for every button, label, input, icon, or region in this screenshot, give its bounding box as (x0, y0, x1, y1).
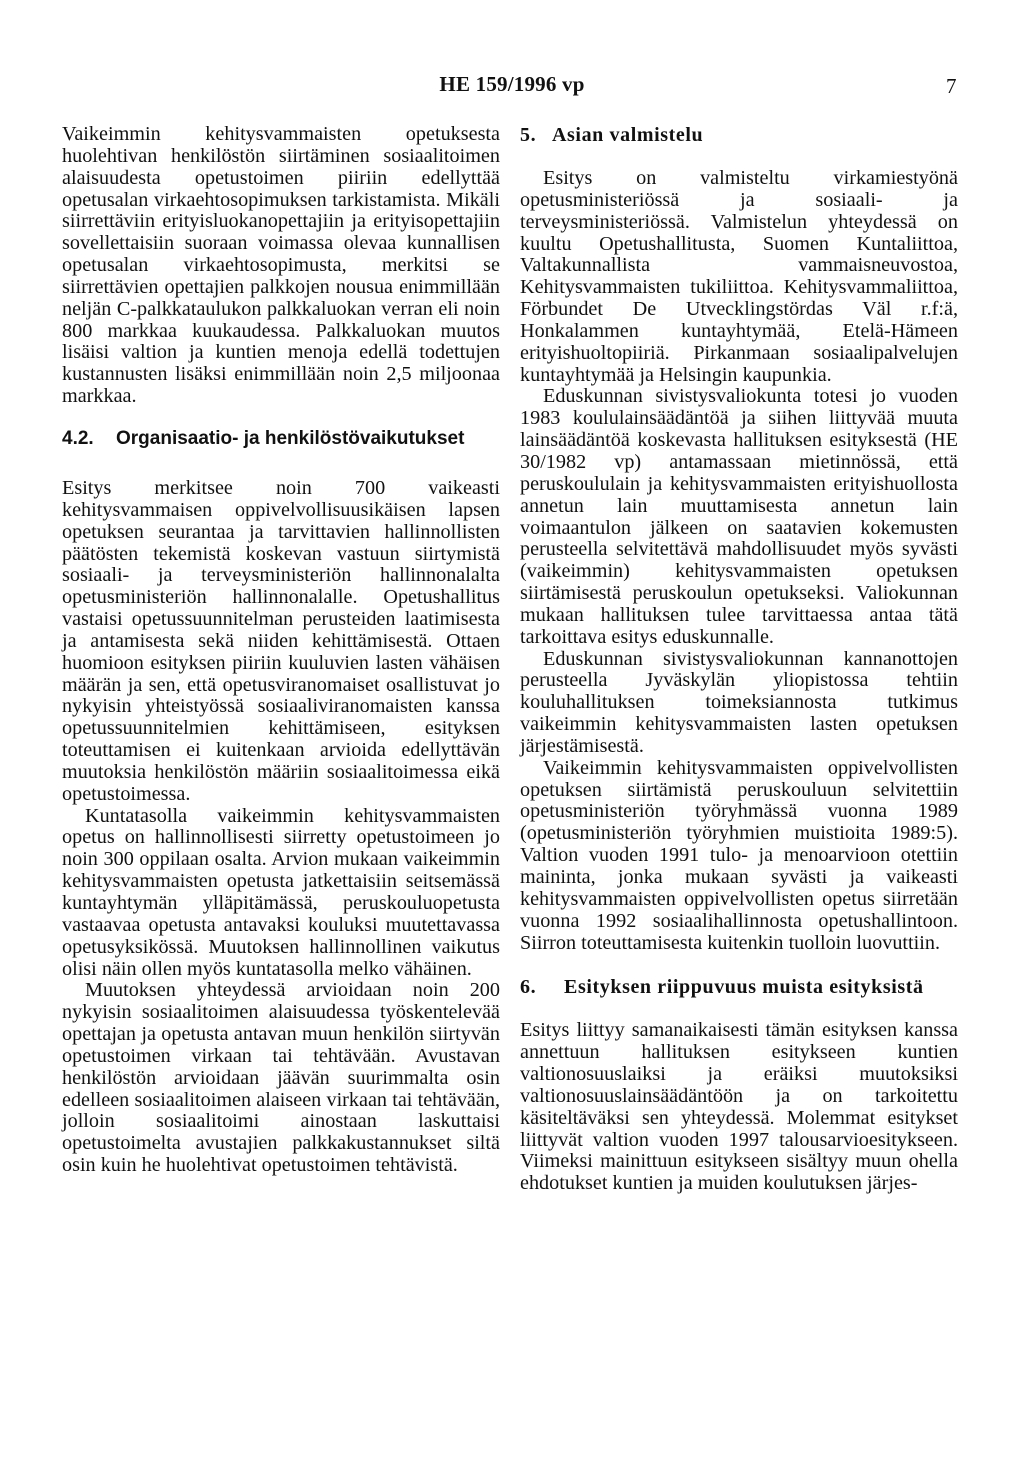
section-number: 5. (520, 124, 537, 146)
left-paragraph-1: Vaikeimmin kehitysvammaisten opetuksesta huolehtivan henkilöstön siirtäminen sosiaalitoimen alaisuudesta opetustoimen piiriin edellyttää opetusalan virkaehtosopimuksen tarkistamista. Mikäli siirrettäviin erityisluokanopettajiin ja erityisopettajiin sovellettaisiin suoraan voimassa olevaa kunnallisen opetusalan virkaehtosopimusta, merkitsi se siirrettävien opettajien palkkojen nousua enimmillään neljän C-palkkataulukon palkkaluokan verran eli noin 800 markkaa kuukaudessa. Palkkaluokan muutos lisäisi valtion ja kuntien menoja edellä todettujen kustannusten lisäksi enimmillään noin 2,5 miljoonaa markkaa. (62, 123, 500, 408)
right-paragraph-3: Eduskunnan sivistysvaliokunnan kannanottojen perusteella Jyväskylän yliopistossa tehtiin kouluhallituksen toimeksiannosta tutkimus vaikeimmin kehitysvammaisten lasten opetuksen järjestämisestä. (520, 647, 958, 757)
left-column (62, 124, 500, 1177)
right-paragraph-5: Esitys liittyy samanaikaisesti tämän esityksen kanssa annettuun hallituksen esitykseen kuntien valtionosuuslaiksi ja eräiksi muutoksiksi valtionosuuslainsäädäntöön ja on tarkoitettu käsiteltäväksi sen yhteydessä. Molemmat esitykset liittyvät valtion vuoden 1997 talousarvioesitykseen. Viimeksi mainittuun esitykseen sisältyy muun ohella ehdotukset kuntien ja muiden koulutuksen järjes- (520, 1019, 958, 1195)
right-paragraph-2: Eduskunnan sivistysvaliokunta totesi jo vuoden 1983 koululainsäädäntöä ja siihen liittyvää muuta lainsäädäntöä koskevasta hallituksen esityksestä (HE 30/1982 vp) antamassaan mietinnössä, että peruskoululain ja kehitysvammaisten erityishuollosta annetun lain muuttamisesta annetun lain voimaantulon jälkeen on saatavien kokemusten perusteella selvitettävä mahdollisuudet myös syvästi (vaikeimmin) kehitysvammaisten opetuksen siirtämisestä peruskoulun opetukseksi. Valiokunnan mukaan hallituksen tulee tarvittaessa antaa tätä tarkoittava esitys eduskunnalle. (520, 385, 958, 648)
right-paragraph-4: Vaikeimmin kehitysvammaisten oppivelvollisten opetuksen siirtämistä peruskouluun selvitettiin opetusministeriön työryhmässä vuonna 1989 (opetusministeriön työryhmien muistioita 1989:5). Valtion vuoden 1991 tulo- ja menoarvioon otettiin maininta, jonka mukaan syvästi ja vaikeasti kehitysvammaisten oppivelvollisten opetus siirretään vuonna 1992 sosiaalihallinnosta opetushallintoon. Siirron toteuttamisesta kuitenkin tuolloin luovuttiin. (520, 756, 958, 954)
left-paragraph-3: Kuntatasolla vaikeimmin kehitysvammaisten opetus on hallinnollisesti siirretty opetustoimeen jo noin 300 oppilaan osalta. Arvion mukaan vaikeimmin kehitysvammaisten opetusta jatkettaisiin seitsemässä kuntayhtymän ylläpitämässä, peruskouluopetusta vastaavaa opetusta antavaksi kouluksi muutettavassa opetusyksikössä. Muutoksen hallinnollinen vaikutus olisi näin ollen myös kuntatasolla melko vähäinen. (62, 804, 500, 980)
section-heading-6 (520, 976, 958, 998)
right-column (520, 124, 958, 1195)
section-title: Organisaatio- ja henkilöstövaikutukset (116, 427, 465, 449)
section-title: Asian valmistelu (552, 124, 704, 146)
section-title: Esityksen riippuvuus muista esityksistä (564, 976, 924, 999)
section-heading-5 (520, 124, 958, 146)
right-paragraph-1: Esitys on valmisteltu virkamiestyönä opetusministeriössä ja sosiaali- ja terveysministeriössä. Valmistelun yhteydessä on kuultu Opetushallitusta, Suomen Kuntaliittoa, Valtakunnallista vammaisneuvostoa, Kehitysvammaisten tukiliittoa. Kehitysvammaliittoa, Förbundet De Utvecklingstördas Väl r.f:ä, Honkalammen kuntayhtymää, Etelä-Hämeen erityishuoltopiiriä. Pirkanmaan sosiaalipalvelujen kuntayhtymää ja Helsingin kaupunkia. (520, 167, 958, 386)
section-number: 6. (520, 976, 537, 999)
section-heading-4-2 (62, 428, 500, 450)
left-paragraph-2: Esitys merkitsee noin 700 vaikeasti kehitysvammaisen oppivelvollisuusikäisen lapsen opetuksen seurantaa ja tarvittavien hallinnollisten päätösten tekemistä koskevan vastuun siirtymistä sosiaali- ja terveysministeriön hallinnonalalta opetusministeriön hallinnonalalle. Opetushallitus vastaisi opetussuunnitelman perusteiden laatimisesta ja antamisesta sekä niiden kehittämisestä. Ottaen huomioon esityksen piiriin kuuluvien lasten vähäisen määrän ja sen, että opetusviranomaiset osallistuvat jo nykyisin yhteistyössä sosiaaliviranomaisten kanssa opetussuunnitelmien kehittämiseen, esityksen toteuttamisen ei kuitenkaan arvioida edellyttävän muutoksia henkilöstön määriin sosiaalitoimessa eikä opetustoimessa. (62, 476, 500, 805)
left-paragraph-4: Muutoksen yhteydessä arvioidaan noin 200 nykyisin sosiaalitoimen alaisuudessa työskentelevää opettajan ja opetusta antavan muun henkilön siirtyvän opetustoimen virkaan tai tehtävään. Avustavan henkilöstön arvioidaan jäävän suurimmalta osin edelleen sosiaalitoimen alaiseen virkaan tai tehtävään, jolloin sosiaalitoimi ainostaan laskuttaisi opetustoimelta avustajien palkkakustannukset siltä osin kuin he huolehtivat opetustoimen tehtävistä. (62, 979, 500, 1177)
section-number: 4.2. (62, 427, 94, 449)
page-number: 7 (946, 74, 957, 98)
page-header-title: HE 159/1996 vp (439, 72, 585, 96)
